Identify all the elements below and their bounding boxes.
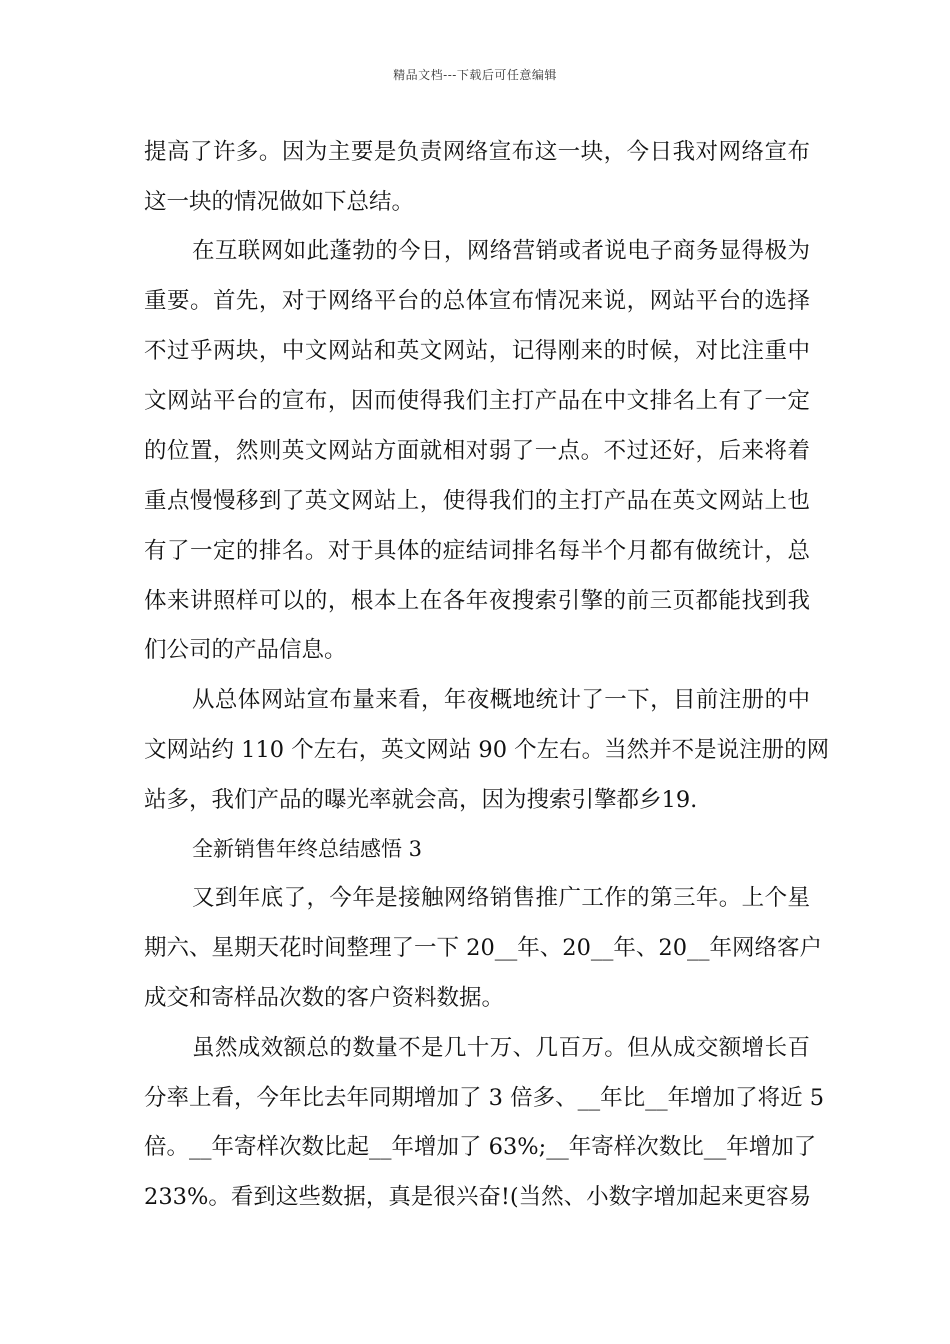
text-line: 从总体网站宣布量来看，年夜概地统计了一下，目前注册的中 [192,687,810,713]
text-line: 分率上看，今年比去年同期增加了 3 倍多、__年比__年增加了将近 5 [144,1085,825,1111]
text-line: 不过乎两块，中文网站和英文网站，记得刚来的时候，对比注重中 [144,338,810,364]
text-line: 有了一定的排名。对于具体的症结词排名每半个月都有做统计，总 [144,538,810,564]
text-line: 重要。首先，对于网络平台的总体宣布情况来说，网站平台的选择 [144,288,810,314]
text-line: 期六、星期天花时间整理了一下 20__年、20__年、20__年网络客户 [144,935,823,961]
section-heading: 全新销售年终总结感悟 3 [192,837,423,861]
text-line: 文网站平台的宣布，因而使得我们主打产品在中文排名上有了一定 [144,388,810,414]
text-line: 倍。__年寄样次数比起__年增加了 63%;__年寄样次数比__年增加了 [144,1134,817,1160]
text-line: 虽然成效额总的数量不是几十万、几百万。但从成交额增长百 [192,1035,810,1061]
text-line: 站多，我们产品的曝光率就会高，因为搜索引擎都乡19. [144,787,698,813]
text-line: 文网站约 110 个左右，英文网站 90 个左右。当然并不是说注册的网 [144,737,830,763]
text-line: 重点慢慢移到了英文网站上，使得我们的主打产品在英文网站上也 [144,488,810,514]
text-line: 233%。看到这些数据，真是很兴奋!(当然、小数字增加起来更容易 [144,1184,812,1210]
text-line: 成交和寄样品次数的客户资料数据。 [144,985,505,1011]
text-line: 在互联网如此蓬勃的今日，网络营销或者说电子商务显得极为 [192,238,810,264]
text-line: 提高了许多。因为主要是负责网络宣布这一块，今日我对网络宣布 [144,139,810,165]
text-line: 又到年底了，今年是接触网络销售推广工作的第三年。上个星 [192,885,810,911]
text-line: 体来讲照样可以的，根本上在各年夜搜索引擎的前三页都能找到我 [144,588,810,614]
text-line: 的位置，然则英文网站方面就相对弱了一点。不过还好，后来将着 [144,438,810,464]
text-line: 们公司的产品信息。 [144,637,347,663]
text-line: 这一块的情况做如下总结。 [144,189,415,215]
page-header: 精品文档---下载后可任意编辑 [393,68,557,82]
